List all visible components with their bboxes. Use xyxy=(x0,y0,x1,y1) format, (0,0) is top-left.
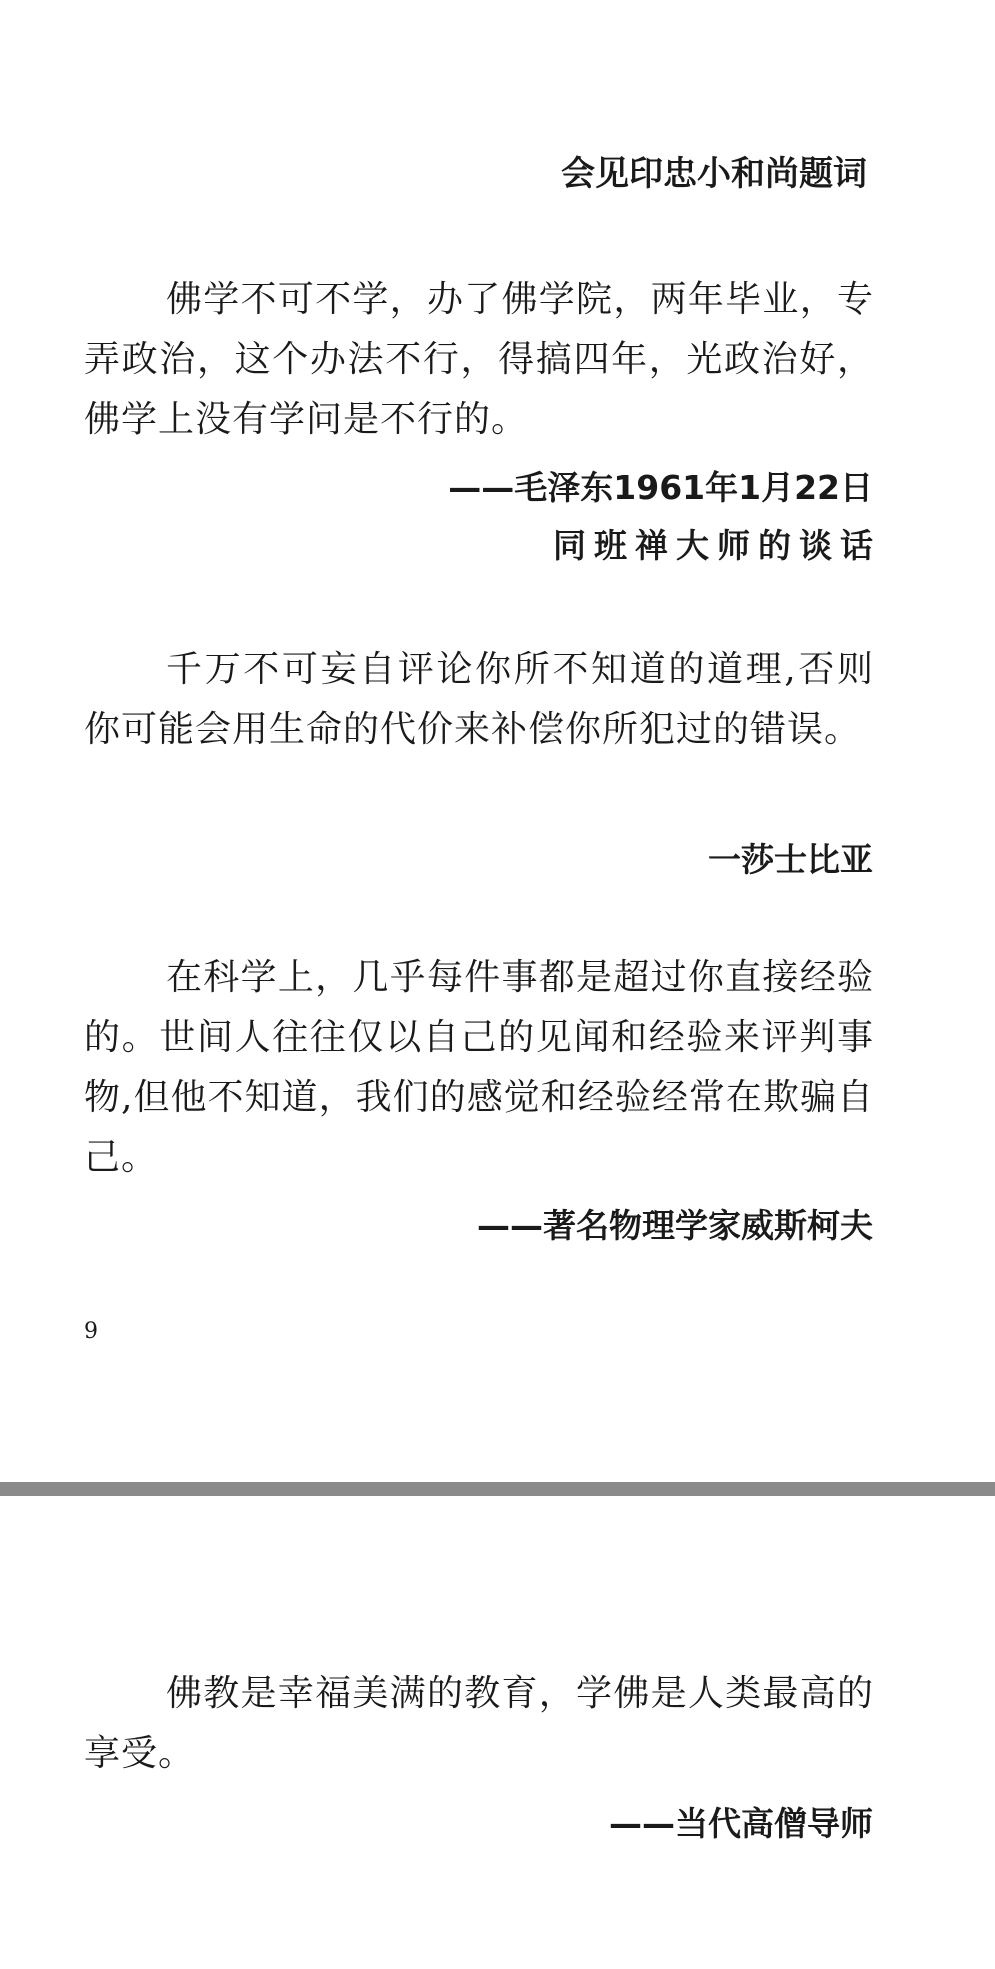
page-title: 会见印忠小和尚题词 xyxy=(561,154,867,194)
quote-shakespeare-attribution: 一莎士比亚 xyxy=(708,840,873,879)
quote-weisskopf-attribution: ——著名物理学家威斯柯夫 xyxy=(477,1206,873,1245)
quote-weisskopf-text: 在科学上，几乎每件事都是超过你直接经验的。世间人往往仅以自己的见闻和经验来评判事物,但他不知道，我们的感觉和经验经常在欺骗自己。 xyxy=(84,957,874,1178)
page-divider xyxy=(0,1482,995,1496)
quote-mao-text: 佛学不可不学，办了佛学院，两年毕业，专弄政治，这个办法不行，得搞四年，光政治好，佛学上没有学问是不行的。 xyxy=(84,279,874,440)
book-page-bottom xyxy=(0,1496,995,1969)
quote-mao-attribution-line1: ——毛泽东1961年1月22日 xyxy=(448,468,873,507)
quote-modern-monk-text: 佛教是幸福美满的教育，学佛是人类最高的享受。 xyxy=(84,1673,874,1774)
quote-modern-monk-attribution: ——当代高僧导师 xyxy=(609,1804,873,1843)
quote-mao-attribution-line2: 同班禅大师的谈话 xyxy=(553,526,881,565)
quote-shakespeare-text: 千万不可妄自评论你所不知道的道理,否则你可能会用生命的代价来补偿你所犯过的错误。 xyxy=(84,649,874,750)
page-number: 9 xyxy=(84,1319,98,1344)
